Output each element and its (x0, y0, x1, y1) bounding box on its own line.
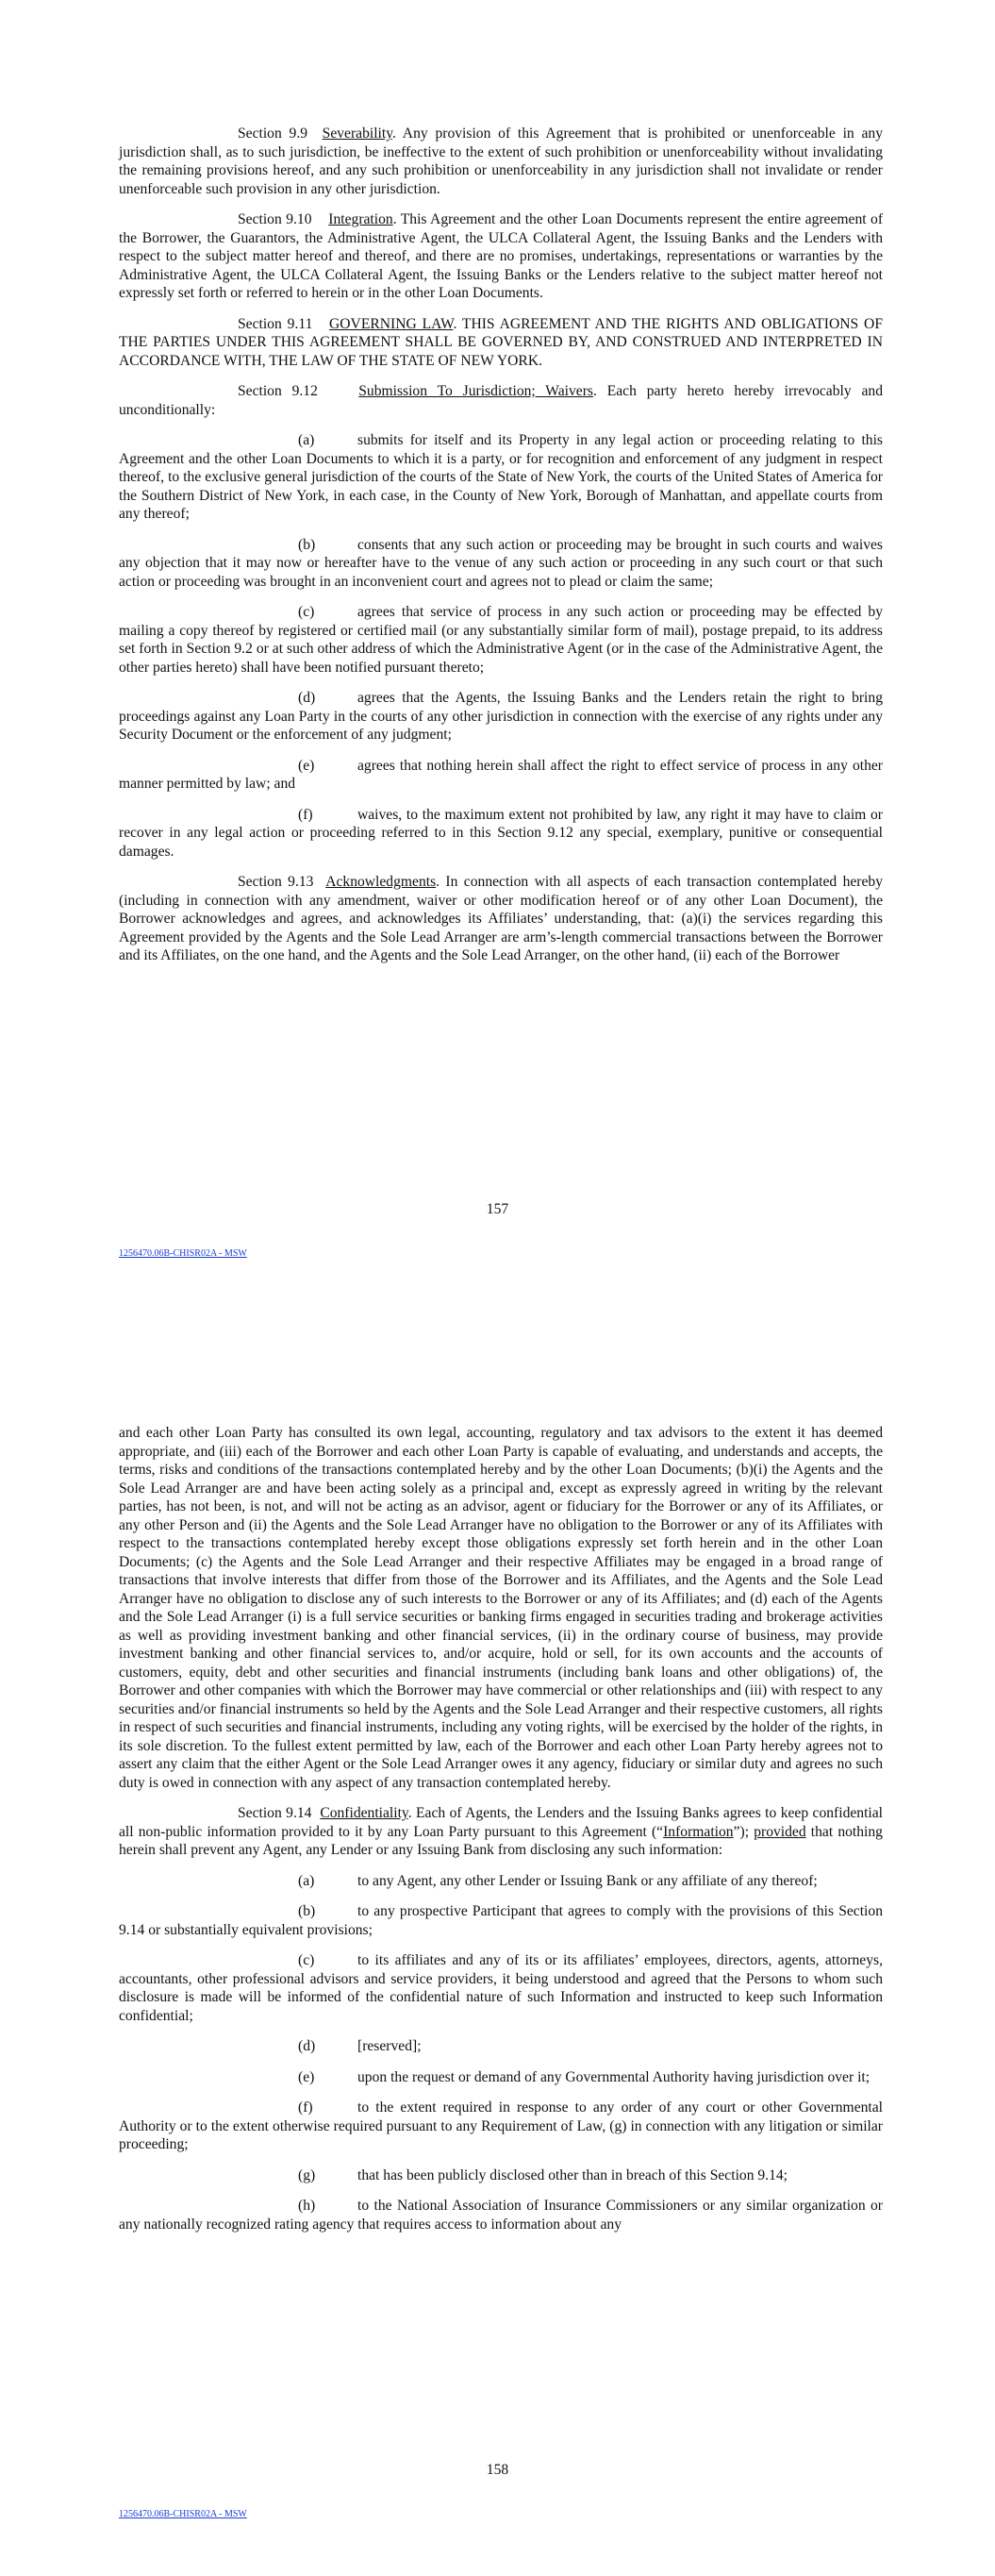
clause-e (119, 757, 883, 794)
section-9-11 (119, 315, 883, 371)
clause-text: agrees that service of process in any such action or proceeding may be effected by mailing a copy thereof by registered or certified mail (or any substantially similar form of mail), postage prepaid, to its address set forth in Section 9.2 or at such other address of which the Administrative Agent (or in the case of the Administrative Agent, the other parties hereto) shall have been notified pursuant thereto; (119, 604, 883, 676)
clause-b (119, 536, 883, 592)
clause-text: to the extent required in response to any order of any court or other Governmental Authority or to the extent otherwise required pursuant to any Requirement of Law, (g) in connection with any litigation or similar proceeding; (119, 2099, 883, 2152)
section-number: Section 9.11 (238, 315, 313, 332)
clause-label: (b) (298, 1903, 316, 1919)
section-heading: Acknowledgments (325, 874, 437, 890)
proviso-term: provided (754, 1823, 806, 1840)
section-text: that nothing herein shall prevent any Agent, any Lender or any Issuing Bank from disclosing any such information: (119, 1823, 883, 1858)
document-id-link[interactable]: 1256470.06B-CHISR02A - MSW (119, 2509, 247, 2519)
clause-a (119, 1872, 883, 1891)
clause-text: upon the request or demand of any Governmental Authority having jurisdiction over it; (357, 2068, 871, 2085)
document-id-link[interactable]: 1256470.06B-CHISR02A - MSW (119, 1248, 247, 1259)
clause-label: (h) (298, 2198, 316, 2214)
clause-label: (f) (298, 2099, 313, 2116)
clause-text: submits for itself and its Property in any legal action or proceeding relating to this Agreement and the other Loan Documents to which it is a party, or for recognition and enforcement of any judgment in respect thereof, to the exclusive general jurisdiction of the courts of the State of New York, the courts of the United States of America for the Southern District of New York, in each case, in the County of New York, Borough of Manhattan, and appellate courts from any thereof; (119, 432, 883, 522)
section-9-12 (119, 382, 883, 419)
section-9-10 (119, 210, 883, 303)
section-heading: Severability (322, 125, 392, 142)
clause-label: (d) (298, 690, 316, 706)
page-number: 158 (486, 2462, 509, 2478)
section-text: . THIS AGREEMENT AND THE RIGHTS AND OBLIGATIONS OF THE PARTIES UNDER THIS AGREEMENT SHALL BE GOVERNED BY, AND CONSTRUED AND INTERPRETED IN ACCORDANCE WITH, THE LAW OF THE STATE OF NEW YORK. (119, 315, 883, 369)
section-9-9 (119, 125, 883, 198)
clause-label: (e) (298, 757, 315, 774)
clause-label: (a) (298, 432, 315, 448)
clause-text: to the National Association of Insurance Commissioners or any similar organization or any nationally recognized rating agency that requires access to information about any (119, 2198, 883, 2233)
defined-term: Information (663, 1823, 734, 1840)
continuation-paragraph: and each other Loan Party has consulted its own legal, accounting, regulatory and tax advisors to the extent it has deemed appropriate, and (iii) each of the Borrower and each other Loan Party is capable of evaluating, and understands and accepts, the terms, risks and conditions of the transactions contemplated hereby and by the other Loan Documents; (b)(i) the Agents and the Sole Lead Arranger are and have been acting solely as a principal and, except as expressly agreed in writing by the relevant parties, has not been, is not, and will not be acting as an advisor, agent or fiduciary for the Borrower or any of its Affiliates, or any other Person and (ii) the Agents and the Sole Lead Arranger have no obligation to the Borrower or any of its Affiliates with respect to the transactions contemplated hereby except those obligations expressly set forth herein and in the other Loan Documents; (c) the Agents and the Sole Lead Arranger and their respective Affiliates may be engaged in a broad range of transactions that involve interests that differ from those of the Borrower and its Affiliates, and the Agents and the Sole Lead Arranger have no obligation to disclose any of such interests to the Borrower or any of its Affiliates; and (d) each of the Agents and the Sole Lead Arranger (i) is a full service securities or banking firms engaged in securities trading and brokerage activities as well as providing investment banking and other financial services, (ii) in the ordinary course of business, may provide investment banking and other financial services to, and/or acquire, hold or sell, for its own accounts and the accounts of customers, equity, debt and other securities and financial instruments (including bank loans and other obligations) of, the Borrower and other companies with which the Borrower may have commercial or other relationships and (iii) with respect to any securities and/or financial instruments so held by the Agents and the Sole Lead Arranger and their respective customers, all rights in respect of such securities and financial instruments, including any voting rights, will be exercised by the holder of the rights, in its sole discretion. To the fullest extent permitted by law, each of the Borrower and each other Loan Party hereby agrees not to assert any claim that the either Agent or the Sole Lead Arranger owes it any agency, fiduciary or similar duty and agrees no such duty is owed in connection with any aspect of any transaction contemplated hereby. (119, 1425, 883, 1791)
clause-label: (b) (298, 536, 316, 553)
clause-text: consents that any such action or proceeding may be brought in such courts and waives any objection that it may now or hereafter have to the venue of any such action or proceeding in any such court or that such action or proceeding was brought in an inconvenient court and agrees not to plead or claim the same; (119, 536, 883, 590)
section-number: Section 9.12 (238, 383, 318, 399)
clause-e (119, 2068, 883, 2087)
clause-text: to any Agent, any other Lender or Issuing Bank or any affiliate of any thereof; (357, 1872, 818, 1889)
clause-f (119, 2099, 883, 2154)
clause-label: (a) (298, 1872, 315, 1889)
clause-label: (g) (298, 2166, 316, 2183)
clause-h (119, 2197, 883, 2233)
clause-label: (c) (298, 604, 315, 620)
page-number: 157 (486, 1201, 509, 1217)
section-text: . This Agreement and the other Loan Documents represent the entire agreement of the Borrower, the Guarantors, the Administrative Agent, the ULCA Collateral Agent, the Issuing Banks and the Lenders with respect to the subject matter hereof and thereof, and there are no promises, undertakings, representations or warranties by the Administrative Agent, the ULCA Collateral Agent, the Issuing Banks or the Lenders relative to the subject matter hereof not expressly set forth or referred to herein or in the other Loan Documents. (119, 211, 884, 301)
clause-text: to any prospective Participant that agrees to comply with the provisions of this Section 9.14 or substantially equivalent provisions; (119, 1903, 883, 1938)
clause-label: (c) (298, 1952, 315, 1968)
section-text: . Each of Agents, the Lenders and the Issuing Banks agrees to keep confidential all non-public information provided to it by any Loan Party pursuant to this Agreement (“ (119, 1805, 884, 1840)
page-body (119, 125, 883, 978)
clause-label: (d) (298, 2038, 316, 2054)
section-heading: Confidentiality (320, 1805, 408, 1821)
section-heading: GOVERNING LAW (329, 315, 454, 332)
clause-label: (f) (298, 806, 313, 823)
section-9-13 (119, 873, 883, 965)
section-text: . In connection with all aspects of each transaction contemplated hereby (including in connection with any amendment, waiver or other modification hereof or of any other Loan Document), the Borrower acknowledges and agrees, and acknowledges its Affiliates’ understanding, that: (a)(i) the services regarding this Agreement provided by the Agents and the Sole Lead Arranger are arm’s-length commercial transactions between the Borrower and its Affiliates, on the one hand, and the Agents and the Sole Lead Arranger, on the other hand, (ii) each of the Borrower (119, 874, 884, 963)
clause-d (119, 2037, 883, 2056)
section-text: ”); (733, 1823, 755, 1840)
section-heading: Integration (328, 211, 393, 227)
section-number: Section 9.14 (238, 1805, 312, 1821)
section-text: . Any provision of this Agreement that is prohibited or unenforceable in any jurisdiction shall, as to such jurisdiction, be ineffective to the extent of such prohibition or unenforceability without invalidating the remaining provisions hereof, and any such prohibition or unenforceability in any jurisdiction shall not invalidate or render unenforceable such provision in any other jurisdiction. (119, 125, 883, 197)
section-number: Section 9.10 (238, 211, 312, 227)
clause-text: agrees that nothing herein shall affect the right to effect service of process in any other manner permitted by law; and (119, 757, 883, 792)
section-number: Section 9.13 (238, 874, 314, 890)
clause-f (119, 806, 883, 861)
clause-a (119, 431, 883, 524)
page-body (119, 1424, 883, 2246)
clause-text: that has been publicly disclosed other than in breach of this Section 9.14; (357, 2166, 788, 2183)
section-text: . Each party hereto hereby irrevocably and unconditionally: (119, 383, 883, 418)
clause-text: waives, to the maximum extent not prohibited by law, any right it may have to claim or recover in any legal action or proceeding referred to in this Section 9.12 any special, exemplary, punitive or consequential damages. (119, 806, 883, 860)
page-158 (0, 1288, 995, 2576)
section-9-14 (119, 1804, 883, 1860)
clause-label: (e) (298, 2068, 315, 2085)
section-heading: Submission To Jurisdiction; Waivers (358, 383, 593, 399)
clause-text: [reserved]; (357, 2038, 422, 2054)
clause-d (119, 689, 883, 744)
clause-text: agrees that the Agents, the Issuing Banks and the Lenders retain the right to bring proceedings against any Loan Party in the courts of any other jurisdiction in connection with the exercise of any rights under any Security Document or the enforcement of any judgment; (119, 690, 883, 743)
clause-text: to its affiliates and any of its or its affiliates’ employees, directors, agents, attorneys, accountants, other professional advisors and service providers, it being understood and agreed that the Persons to whom such disclosure is made will be informed of the confidential nature of such Information and instructed to keep such Information confidential; (119, 1952, 883, 2024)
clause-b (119, 1902, 883, 1939)
clause-c (119, 603, 883, 677)
section-number: Section 9.9 (238, 125, 308, 142)
clause-g (119, 2166, 883, 2185)
clause-c (119, 1951, 883, 2025)
